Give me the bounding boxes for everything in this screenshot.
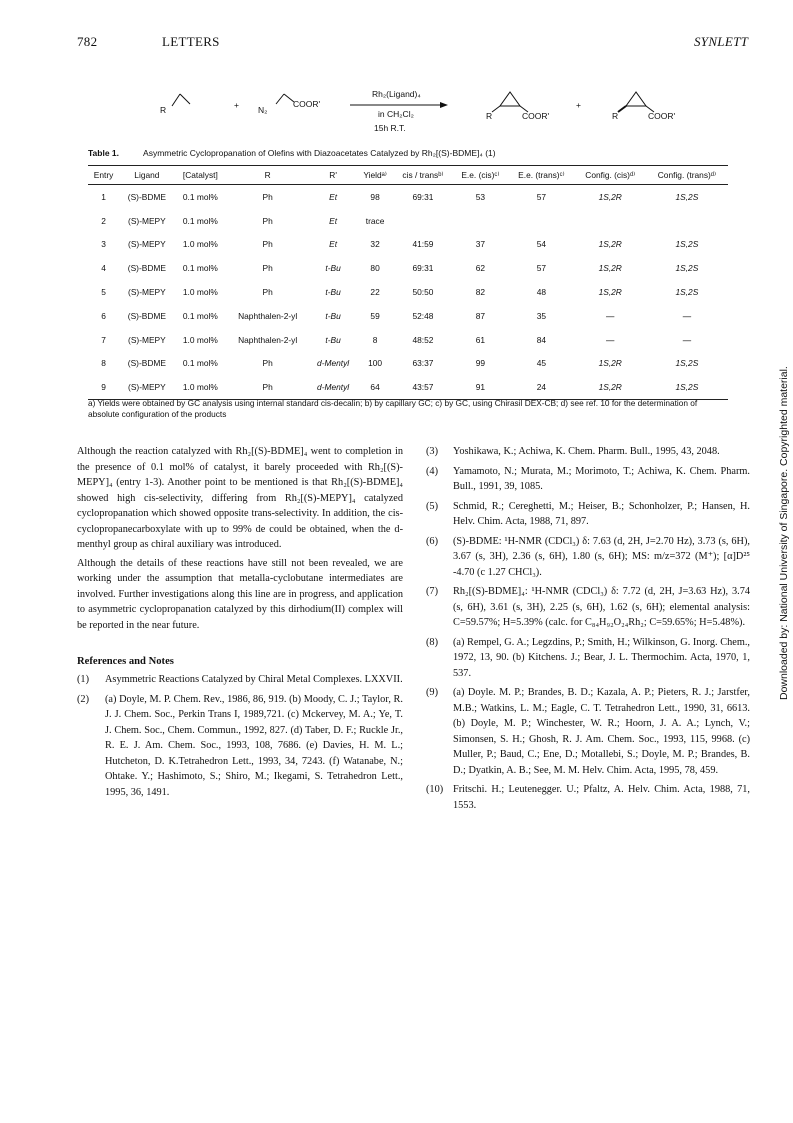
cell-r-prime: t-Bu — [325, 334, 341, 345]
scheme-r-3: R — [612, 111, 619, 121]
cell-config-trans: 1S,2S — [675, 287, 699, 298]
cell-ligand: (S)-MEPY — [128, 215, 166, 226]
cell-ligand: (S)-BDME — [127, 358, 166, 369]
cell-r: Ph — [262, 263, 273, 274]
reference-number: (1) — [77, 674, 90, 685]
scheme-time: 15h R.T. — [374, 123, 406, 133]
cell-config-cis: 1S,2R — [598, 287, 622, 298]
cell-yield: 100 — [368, 358, 383, 369]
body-text — [77, 444, 403, 633]
cell-r-prime: t-Bu — [325, 263, 341, 274]
table-footnote: a) Yields were obtained by GC analysis using internal standard cis-decalin; b) by capillary GC; c) by GC, using Chirasil DEX-CB; d) see ref. 10 for the determination of absolute configuration of the products — [88, 398, 698, 419]
cell-catalyst: 1.0 mol% — [182, 334, 218, 345]
table-row — [88, 375, 728, 399]
scheme-catalyst: Rh₂(Ligand)₄ — [372, 89, 421, 99]
cell-config-cis: — — [606, 334, 615, 345]
cell-r-prime: Et — [329, 191, 338, 202]
cell-cis-trans: 48:52 — [412, 334, 434, 345]
cell-config-trans: — — [682, 310, 692, 321]
cell-r-prime: Et — [329, 239, 338, 250]
reference-number: (8) — [426, 636, 439, 648]
reference-number: (2) — [77, 693, 90, 705]
cell-catalyst: 0.1 mol% — [182, 358, 218, 369]
cell-ee-cis: 53 — [475, 191, 486, 202]
cell-r-prime: t-Bu — [325, 287, 341, 298]
cell-entry: 2 — [101, 215, 106, 226]
cell-ee-trans: 84 — [536, 334, 547, 345]
reference-number: (9) — [426, 687, 439, 698]
reference-number: (10) — [426, 784, 444, 795]
reference-text: Asymmetric Reactions Catalyzed by Chiral Metal Complexes. LXXVII. — [105, 674, 403, 685]
cell-ligand: (S)-MEPY — [119, 375, 175, 399]
reference-10 — [426, 782, 750, 813]
cell-catalyst: 1.0 mol% — [175, 375, 226, 399]
table-header-row — [88, 166, 728, 185]
table-row — [88, 328, 728, 352]
scheme-r-2: R — [486, 111, 493, 121]
cell-cis-trans: 50:50 — [412, 287, 434, 298]
cell-config-cis: 1S,2R — [575, 375, 646, 399]
reference-1 — [77, 672, 403, 688]
col-cis-trans: cis / transᵇ⁾ — [393, 166, 452, 185]
reference-text: Rh₂[(S)-BDME]₄: ¹H-NMR (CDCl₃) δ: 7.72 (d, 2H, J=3.63 Hz), 3.74 (s, 6H), 3.61 (s, 3H), 2.25 (s, 6H), 1.62 (s, 6H); elemental analysis: C=59.57%; H=5.39% (calc. for C₈₄H₉₂O₂₄Rh₂; C=59.65%; H=5.48%). — [453, 586, 750, 628]
col-config-trans: Config. (trans)ᵈ⁾ — [646, 166, 728, 185]
cell-yield: trace — [365, 215, 385, 226]
reference-6 — [426, 534, 750, 581]
scheme-coor-3: COOR' — [648, 111, 676, 121]
cell-ee-trans: 54 — [536, 239, 547, 250]
cell-config-cis: 1S,2R — [598, 263, 622, 274]
cell-yield: 32 — [370, 239, 380, 250]
cell-entry: 7 — [101, 334, 106, 345]
cell-config-cis: 1S,2R — [598, 358, 622, 369]
reference-4 — [426, 464, 750, 495]
paragraph-2: Although the details of these reactions have still not been revealed, we are working under the assumption that metalla-cyclobutane intermediates are involved. Further investigations along this line are in progress, and application to asymmetric cyclopropanation catalyzed by this dirhodium(II) complex will be reported in the near future. — [77, 557, 403, 631]
cell-ligand: (S)-BDME — [127, 263, 166, 274]
cell-ee-trans — [508, 209, 575, 233]
cell-cis-trans: 69:31 — [412, 191, 434, 202]
cell-cis-trans: 41:59 — [412, 239, 434, 250]
reference-number: (6) — [426, 535, 439, 547]
cell-ee-cis — [453, 209, 508, 233]
cell-yield: 64 — [357, 375, 393, 399]
col-ee-cis: E.e. (cis)ᶜ⁾ — [453, 166, 508, 185]
table-row — [88, 256, 728, 280]
cell-cis-trans: 69:31 — [412, 263, 434, 274]
reference-text: (S)-BDME: ¹H-NMR (CDCl₃) δ: 7.63 (d, 2H, J=2.70 Hz), 3.73 (s, 6H), 3.67 (s, 3H), 2.36 (s, 6H), 1.80 (s, 6H); MS: m/z=372 (M⁺); [α]D²⁵ -4.70 (c 1.27 CHCl₃). — [453, 535, 750, 578]
cell-config-cis — [575, 209, 646, 233]
cell-ee-cis: 99 — [475, 358, 486, 369]
cell-ee-trans: 48 — [536, 287, 547, 298]
cell-entry: 9 — [88, 375, 119, 399]
cell-cis-trans — [393, 209, 452, 233]
cell-catalyst: 0.1 mol% — [182, 310, 218, 321]
cell-ee-trans: 35 — [536, 310, 547, 321]
cell-config-trans: 1S,2S — [675, 358, 699, 369]
reference-2 — [77, 692, 403, 801]
results-table — [88, 165, 728, 400]
cell-r-prime: d-Mentyl — [309, 375, 357, 399]
cell-config-trans: 1S,2S — [675, 191, 699, 202]
col-catalyst: [Catalyst] — [175, 166, 226, 185]
reference-3 — [426, 444, 750, 460]
cell-r-prime: t-Bu — [325, 310, 341, 321]
reference-number: (3) — [426, 446, 439, 457]
cell-r-prime: Et — [329, 215, 338, 226]
cell-ee-cis: 87 — [475, 310, 486, 321]
cell-config-cis: 1S,2R — [598, 191, 622, 202]
section-title: LETTERS — [162, 34, 220, 49]
journal-name: SYNLETT — [694, 34, 749, 49]
cell-catalyst: 0.1 mol% — [182, 215, 218, 226]
cell-entry: 1 — [101, 191, 106, 202]
reference-number: (4) — [426, 465, 439, 477]
col-config-cis: Config. (cis)ᵈ⁾ — [575, 166, 646, 185]
cell-ee-cis: 37 — [475, 239, 486, 250]
scheme-diazo: N₂ — [258, 105, 268, 115]
cell-r: Ph — [262, 215, 273, 226]
scheme-coor-2: COOR' — [522, 111, 550, 121]
table-caption-label: Table 1. — [88, 148, 120, 158]
cell-catalyst: 1.0 mol% — [182, 287, 218, 298]
references-heading: References and Notes — [77, 656, 174, 667]
scheme-r-1: R — [160, 105, 167, 115]
col-ligand: Ligand — [119, 166, 175, 185]
cell-ee-trans: 57 — [536, 191, 547, 202]
cell-catalyst: 0.1 mol% — [182, 191, 218, 202]
scheme-solvent: in CH₂Cl₂ — [378, 109, 414, 119]
cell-r: Naphthalen-2-yl — [238, 310, 298, 321]
cell-ligand: (S)-MEPY — [128, 239, 166, 250]
cell-cis-trans: 52:48 — [412, 310, 434, 321]
cell-r: Naphthalen-2-yl — [238, 334, 298, 345]
scheme-plus-1: + — [234, 100, 239, 110]
cell-config-trans: 1S,2S — [675, 239, 699, 250]
reference-text: Schmid, R.; Cereghetti, M.; Heiser, B.; Schonholzer, P.; Hansen, H. Helv. Chim. Acta, 1988, 71, 897. — [453, 500, 750, 527]
reaction-scheme — [150, 86, 710, 136]
reference-number: (7) — [426, 586, 439, 597]
cell-yield: 22 — [370, 287, 380, 298]
cell-r: Ph — [262, 239, 273, 250]
cell-ligand: (S)-BDME — [127, 310, 166, 321]
reference-text: (a) Doyle. M. P.; Brandes, B. D.; Kazala, A. P.; Pieters, R. J.; Jarstfer, M.B.; Watkins, L. M.; Eagle, C. T. Tetrahedron Lett., 1990, 31, 6613. (b) Doyle, M. P.; Winchester, W. R.; Hoorn, J. A. A.; Lynch, V.; Simonsen, S. H.; Ghosh, R. J. Am. Chem. Soc., 1993, 115, 9968. (c) Muller, P.; Baud, C.; Ene, D.; Motallebi, S.; Doyle, M. P.; Brandes, B. D.; Dyatkin, A. B.; See, M. M. Helv. Chim. Acta, 1995, 78, 459. — [453, 687, 750, 776]
table-caption-text: Asymmetric Cyclopropanation of Olefins with Diazoacetates Catalyzed by Rh₂[(S)-BDME]₄ (1) — [143, 148, 496, 158]
cell-r-prime: d-Mentyl — [317, 358, 350, 369]
cell-config-trans: — — [682, 334, 692, 345]
table-row — [88, 304, 728, 328]
cell-config-trans: 1S,2S — [675, 263, 699, 274]
cell-entry: 4 — [101, 263, 106, 274]
cell-entry: 5 — [101, 287, 106, 298]
table-caption — [88, 148, 496, 158]
col-yield: Yieldᵃ⁾ — [357, 166, 393, 185]
references-right — [426, 444, 750, 813]
download-notice: Downloaded by: National University of Singapore. Copyrighted material. — [778, 366, 790, 700]
table-row — [88, 185, 728, 209]
reference-8 — [426, 635, 750, 682]
references-left — [77, 672, 403, 800]
cell-ee-trans: 45 — [536, 358, 547, 369]
cell-cis-trans: 63:37 — [412, 358, 434, 369]
table-row — [88, 233, 728, 257]
col-r-prime: R' — [309, 166, 357, 185]
cell-entry: 3 — [101, 239, 106, 250]
reference-text: (a) Doyle, M. P. Chem. Rev., 1986, 86, 919. (b) Moody, C. J.; Taylor, R. J. J. Chem. Soc., Perkin Trans I, 1989,721. (c) Mckervey, M. A.; Ye, T. J. Chem. Soc., Chem. Commun., 1992, 827. (d) Taber, D. F.; Ruckle Jr., R. E. J. Am. Chem. Soc., 1993, 108, 7686. (e) Davies, H. M. L.; Hutcheton, D. K.Tetrahedron Lett., 1993, 34, 7243. (f) Watanabe, N.; Ohtake. Y.; Hashimoto, S.; Shiro, M.; Ikegami, S. Tetrahedron Lett., 1995, 36, 1491. — [105, 693, 403, 798]
cell-config-trans: 1S,2S — [646, 375, 728, 399]
cell-catalyst: 1.0 mol% — [182, 239, 218, 250]
cell-yield: 80 — [370, 263, 380, 274]
cell-ligand: (S)-BDME — [127, 191, 166, 202]
reference-5 — [426, 499, 750, 530]
paragraph-1: Although the reaction catalyzed with Rh₂[(S)-BDME]₄ went to completion in the presence of 0.1 mol% of catalyst, it barely proceeded with Rh₂[(S)-MEPY]₄ (entry 1-3). Another point to be mentioned is that Rh₂[(S)-BDME]₄ showed high cis-selectivity, differing from Rh₂[(S)-MEPY]₄ catalyzed cyclopropanation which showed opposite trans-selectivity. In addition, the cis-cyclopropanecarboxylate with up to 99% de could be obtained, when the d-menthyl group as chiral auxiliary was introduced. — [77, 446, 403, 550]
cell-r: Ph — [262, 358, 273, 369]
cell-yield: 98 — [370, 191, 380, 202]
cell-r: Ph — [262, 191, 273, 202]
cell-ee-trans: 57 — [536, 263, 547, 274]
table-row — [88, 280, 728, 304]
reference-text: Fritschi. H.; Leutenegger. U.; Pfaltz, A. Helv. Chim. Acta, 1988, 71, 1553. — [453, 784, 750, 811]
scheme-coor-1: COOR' — [293, 99, 321, 109]
cell-yield: 8 — [372, 334, 378, 345]
cell-config-trans — [646, 209, 728, 233]
cell-ligand: (S)-MEPY — [128, 287, 166, 298]
col-r: R — [226, 166, 309, 185]
cell-entry: 8 — [101, 358, 106, 369]
cell-cis-trans: 43:57 — [393, 375, 452, 399]
cell-ee-cis: 62 — [475, 263, 486, 274]
reference-9 — [426, 685, 750, 778]
col-ee-trans: E.e. (trans)ᶜ⁾ — [508, 166, 575, 185]
cell-ee-cis: 61 — [475, 334, 486, 345]
scheme-plus-2: + — [576, 100, 581, 110]
reference-text: Yoshikawa, K.; Achiwa, K. Chem. Pharm. Bull., 1995, 43, 2048. — [453, 446, 720, 457]
table-row — [88, 352, 728, 376]
reference-text: (a) Rempel, G. A.; Legzdins, P.; Smith, H.; Wilkinson, G. Inorg. Chem., 1972, 13, 90. (b) Kitchens. J.; Bear, J. L. Thermochim. Acta, 1970, 1, 537. — [453, 636, 750, 679]
cell-ee-cis: 82 — [475, 287, 486, 298]
page-number: 782 — [77, 34, 98, 49]
cell-yield: 59 — [370, 310, 380, 321]
col-entry: Entry — [88, 166, 119, 185]
reference-7 — [426, 584, 750, 631]
reference-number: (5) — [426, 500, 439, 512]
cell-r: Ph — [226, 375, 309, 399]
cell-entry: 6 — [101, 310, 106, 321]
cell-catalyst: 0.1 mol% — [182, 263, 218, 274]
cell-ee-trans: 24 — [508, 375, 575, 399]
cell-ligand: (S)-MEPY — [128, 334, 166, 345]
cell-ee-cis: 91 — [453, 375, 508, 399]
cell-config-cis: — — [606, 310, 615, 321]
cell-r: Ph — [262, 287, 273, 298]
cell-config-cis: 1S,2R — [598, 239, 622, 250]
table-row — [88, 209, 728, 233]
reference-text: Yamamoto, N.; Murata, M.; Morimoto, T.; Achiwa, K. Chem. Pharm. Bull., 1991, 39, 1085. — [453, 465, 750, 492]
